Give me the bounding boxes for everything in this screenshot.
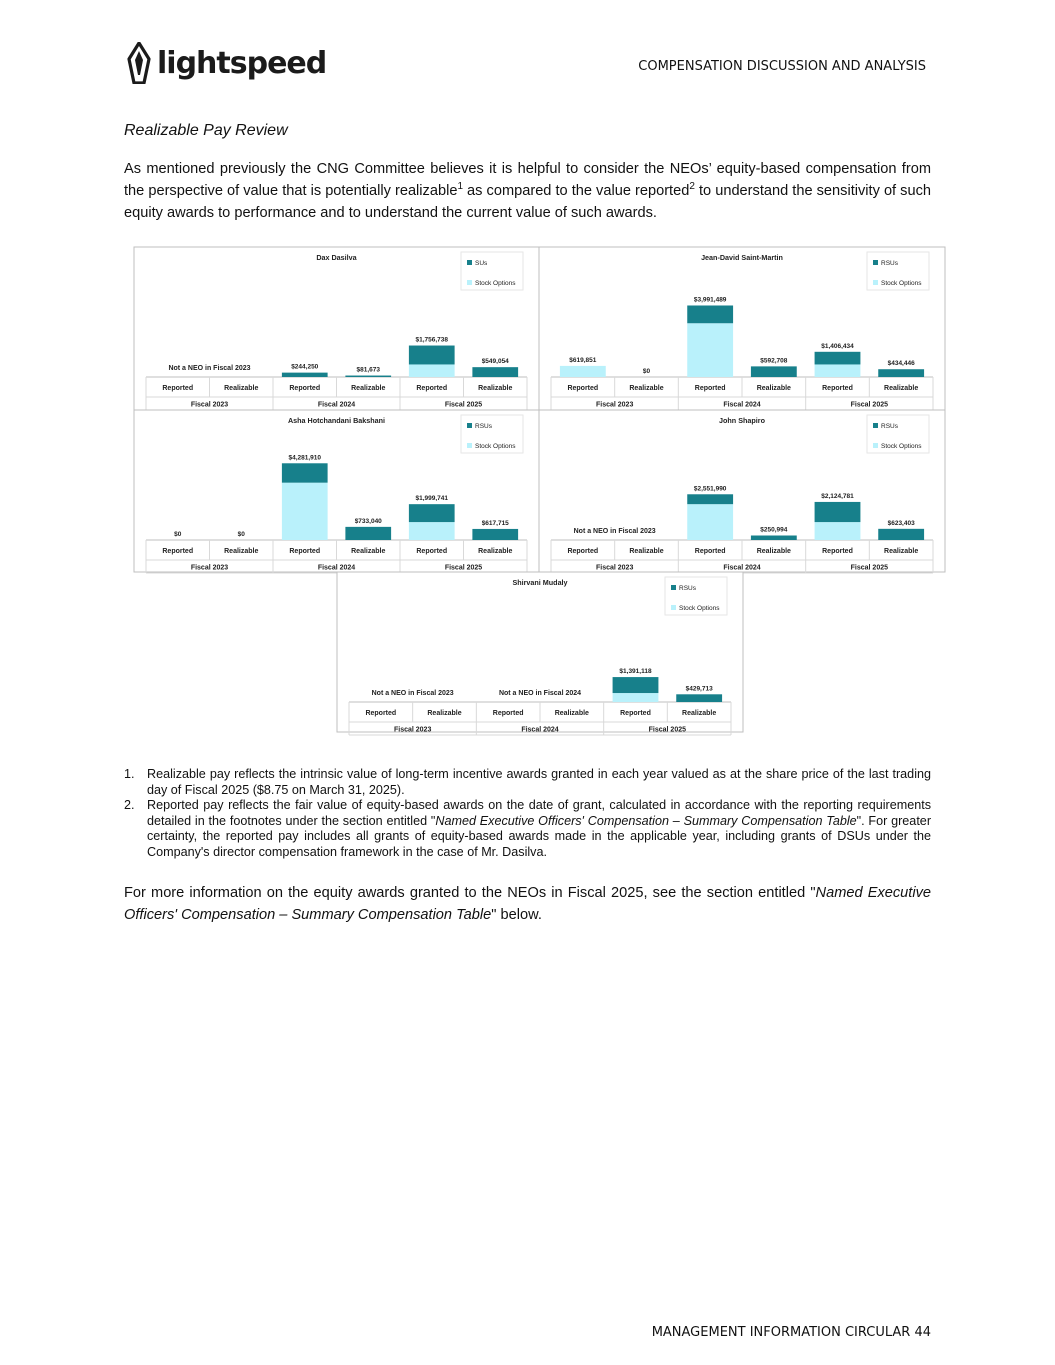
bar-stock-options [613,693,659,702]
legend-label: Stock Options [475,280,516,287]
legend-label: RSUs [881,423,898,430]
tick-label: Reported [567,548,599,555]
legend-swatch-stock-options [467,443,472,448]
fiscal-year-label: Fiscal 2023 [190,564,229,572]
legend-swatch-stock-options [873,443,878,448]
legend-label: Stock Options [679,605,720,612]
fiscal-year-label: Fiscal 2025 [850,401,889,409]
bar-rsu [815,352,861,365]
data-label: $434,446 [887,360,915,368]
bar-stock-options [282,483,328,540]
data-label: $1,756,738 [415,336,449,344]
data-label: $3,991,489 [693,296,727,304]
chart-title: Asha Hotchandani Bakshani [287,416,386,425]
footnote-text: Reported pay reflects the fair value of equity-based awards on the date of grant, calculated in accordance with the reporting requirements detailed in the footnotes under the section entitled " [147,798,931,828]
bar-rsu [409,504,455,522]
data-label: $1,391,118 [619,668,652,676]
tick-label: Realizable [224,548,259,555]
bar-rsu [878,369,924,377]
legend-label: RSUs [881,260,898,267]
footnote-italic-ref: Named Executive Officers' Compensation – Summary Compensation Table [435,813,857,828]
tick-label: Realizable [351,385,386,392]
bar-stock-options [409,522,455,540]
chart-john-shapiro [539,410,945,573]
data-label: $429,713 [685,685,713,693]
tick-label: Reported [162,548,194,555]
fiscal-year-label: Fiscal 2025 [444,401,483,409]
not-neo-note: Not a NEO in Fiscal 2024 [498,690,582,697]
legend-label: RSUs [679,585,696,592]
bar-rsu [815,502,861,522]
tick-label: Reported [822,385,853,392]
bar-stock-options [687,323,733,377]
data-label: $4,281,910 [288,454,322,462]
tick-label: Realizable [682,710,717,717]
bar-rsu [472,529,518,540]
bar-rsu [282,463,328,482]
page-footer: MANAGEMENT INFORMATION CIRCULAR 44 [651,1325,931,1340]
data-label: $2,124,781 [821,492,854,500]
tick-label: Reported [694,548,726,555]
bar-rsu [751,536,797,540]
bar-rsu [613,677,659,693]
fiscal-year-label: Fiscal 2024 [317,401,356,409]
legend-swatch-rsu [467,260,472,265]
bar-rsu [687,494,733,504]
tick-label: Realizable [629,548,664,555]
data-label: $592,708 [760,357,788,365]
chart-asha-hotchandani-bakshani [134,410,539,573]
data-label: $0 [642,368,651,375]
fiscal-year-label: Fiscal 2024 [723,401,761,409]
bar-stock-options [815,522,861,540]
tick-label: Realizable [351,548,386,555]
closing-italic-ref: Named Executive Officers' Compensation – Summary Compensation Table [124,885,932,923]
chart-title: Jean-David Saint-Martin [701,253,783,262]
tick-label: Reported [822,548,853,555]
data-label: $619,851 [569,356,597,364]
closing-text: For more information on the equity awards granted to the NEOs in Fiscal 2025, see the section entitled " [124,885,816,901]
tick-label: Realizable [884,385,919,392]
footnote-ref-2: 2 [689,181,695,193]
chart-dax-dasilva [134,247,539,410]
footnotes [124,767,931,860]
data-label: $549,054 [481,358,509,366]
tick-label: Reported [289,385,321,392]
footnote-2 [124,798,931,860]
tick-label: Reported [162,385,194,392]
bar-rsu [345,527,391,540]
footnote-text: Realizable pay reflects the intrinsic value of long-term incentive awards granted in each year valued as at the share price of the last trading day of Fiscal 2025 ($8.75 on March 31, 2025). [147,767,931,797]
tick-label: Reported [416,548,448,555]
tick-label: Realizable [554,710,589,717]
tick-label: Realizable [756,385,791,392]
tick-label: Realizable [629,385,664,392]
tick-label: Reported [694,385,726,392]
legend-swatch-stock-options [467,280,472,285]
fiscal-year-label: Fiscal 2023 [393,726,432,734]
fiscal-year-label: Fiscal 2025 [648,726,687,734]
footnote-1 [124,767,931,798]
data-label: $1,406,434 [821,342,854,350]
fiscal-year-label: Fiscal 2024 [521,726,559,734]
footnote-ref-1: 1 [457,181,463,193]
legend-label: RSUs [475,423,492,430]
data-label: $244,250 [291,363,319,371]
bar-rsu [878,529,924,540]
fiscal-year-label: Fiscal 2023 [595,401,634,409]
footnote-number: 1. [124,767,135,781]
bar-rsu [687,305,733,323]
chart-shirvani-mudaly [337,572,743,735]
footnote-number: 2. [124,798,135,812]
tick-label: Realizable [756,548,791,555]
bar-stock-options [815,364,861,377]
closing-paragraph [124,882,931,926]
bar-rsu [751,366,797,377]
bar-rsu [282,373,328,377]
bar-rsu [472,367,518,377]
legend-swatch-rsu [671,585,676,590]
bar-rsu [345,376,391,377]
bar-rsu [676,694,722,702]
chart-title: Shirvani Mudaly [512,578,568,587]
tick-label: Reported [567,385,599,392]
tick-label: Reported [620,710,651,717]
not-neo-note: Not a NEO in Fiscal 2023 [168,365,251,372]
header-title: COMPENSATION DISCUSSION AND ANALYSIS [638,59,926,74]
intro-text-2: as compared to the value reported [463,183,690,199]
legend-swatch-stock-options [873,280,878,285]
bar-stock-options [687,504,733,540]
tick-label: Realizable [884,548,919,555]
fiscal-year-label: Fiscal 2023 [190,401,229,409]
data-label: $81,673 [356,366,380,374]
chart-title: Dax Dasilva [316,253,357,262]
data-label: $0 [237,531,245,538]
legend-swatch-stock-options [671,605,676,610]
legend-label: Stock Options [881,280,922,287]
legend-swatch-rsu [467,423,472,428]
tick-label: Realizable [224,385,259,392]
bar-rsu [409,346,455,365]
tick-label: Reported [416,385,448,392]
chart-title: John Shapiro [719,416,765,425]
legend-swatch-rsu [873,423,878,428]
not-neo-note: Not a NEO in Fiscal 2023 [371,690,454,697]
data-label: $1,999,741 [415,495,449,503]
legend-label: SUs [475,260,488,267]
tick-label: Realizable [478,385,513,392]
data-label: $617,715 [481,519,509,527]
legend-label: Stock Options [881,443,922,450]
intro-text-1: As mentioned previously the CNG Committee believes it is helpful to consider the NEOs’ equity-based compensation from the perspective of value that is potentially realizable [124,161,931,199]
legend-swatch-rsu [873,260,878,265]
bar-stock-options [409,364,455,377]
tick-label: Reported [289,548,321,555]
fiscal-year-label: Fiscal 2025 [850,564,889,572]
section-title: Realizable Pay Review [124,122,288,139]
logo-text: lightspeed [157,45,327,81]
closing-text-end: " below. [491,907,542,923]
tick-label: Reported [492,710,524,717]
fiscal-year-label: Fiscal 2024 [317,564,356,572]
legend-label: Stock Options [475,443,516,450]
bar-stock-options [560,366,606,377]
tick-label: Reported [365,710,397,717]
data-label: $623,403 [887,519,915,527]
intro-text-3: to understand the sensitivity of such equity awards to performance and to understand the current value of such awards. [124,183,931,221]
data-label: $733,040 [354,517,382,525]
fiscal-year-label: Fiscal 2025 [444,564,483,572]
tick-label: Realizable [478,548,513,555]
not-neo-note: Not a NEO in Fiscal 2023 [573,528,656,535]
chart-jean-david-saint-martin [539,247,945,410]
data-label: $2,551,990 [693,485,727,493]
data-label: $250,994 [760,526,788,534]
footnote-text-end: ". For greater certainty, the reported pay includes all grants of equity-based awards made in the applicable year, including grants of DSUs under the Company's director compensation framework in the case of Mr. Dasilva. [147,813,932,859]
fiscal-year-label: Fiscal 2024 [723,564,761,572]
tick-label: Realizable [427,710,462,717]
data-label: $0 [174,531,182,538]
fiscal-year-label: Fiscal 2023 [595,564,634,572]
